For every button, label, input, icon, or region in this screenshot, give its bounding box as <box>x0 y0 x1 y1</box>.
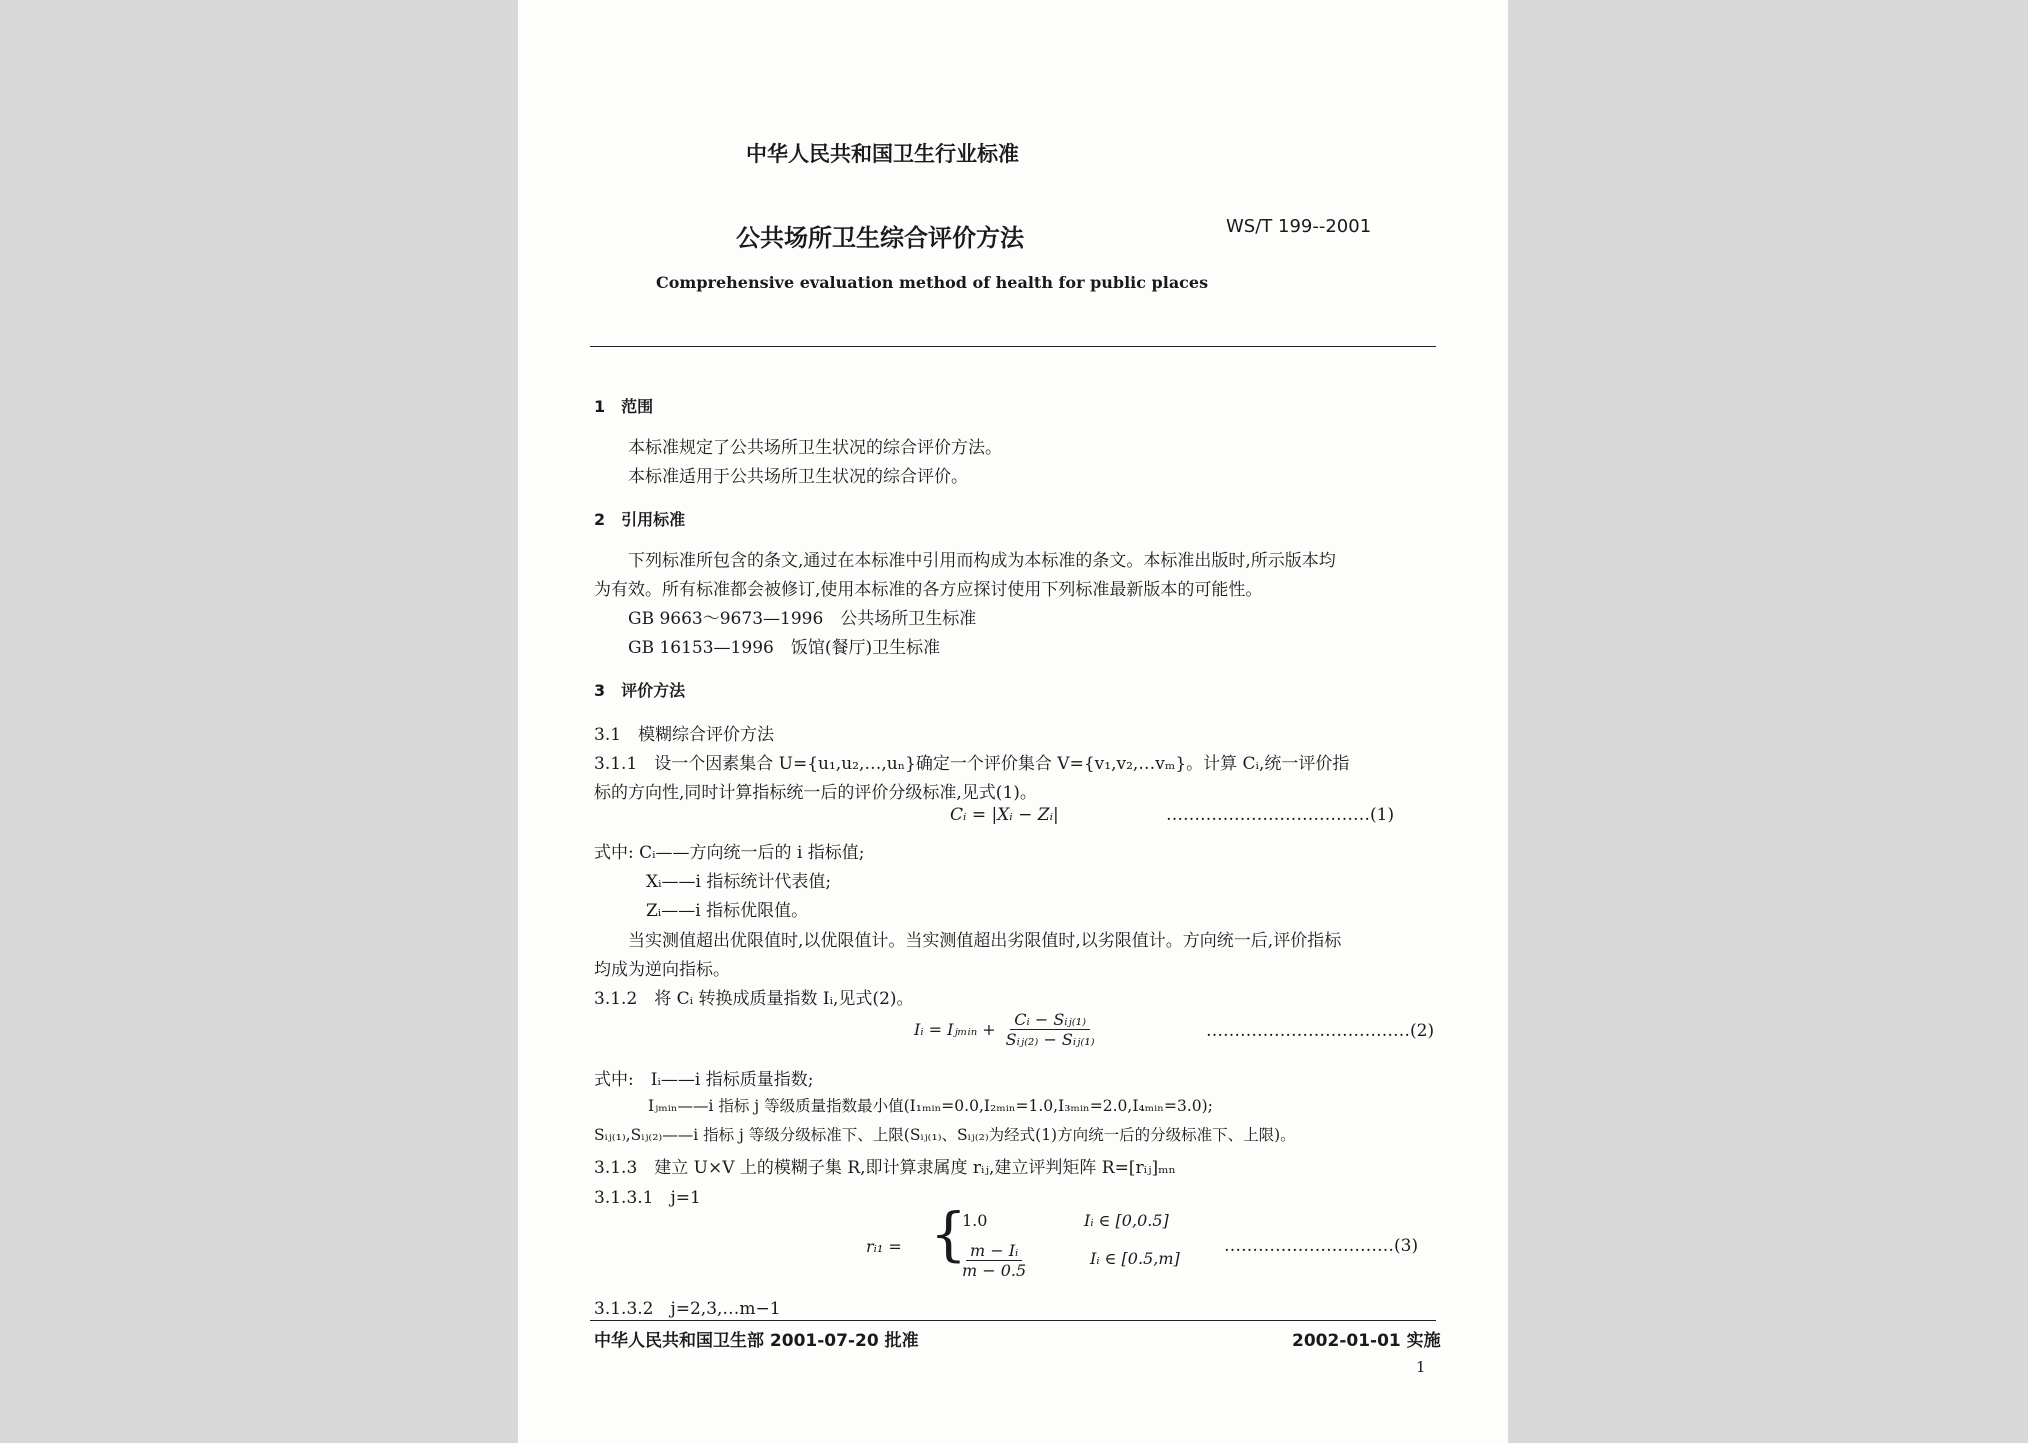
section-1-heading: 1 范围 <box>594 397 654 416</box>
section-1-para-1: 本标准规定了公共场所卫生状况的综合评价方法。 <box>628 438 1002 458</box>
effective-date: 2002-01-01 实施 <box>1292 1331 1441 1351</box>
equation-2 <box>914 1010 1099 1049</box>
section-3-1: 3.1 模糊综合评价方法 <box>594 725 775 745</box>
equation-3-case-1-condition: Iᵢ ∈ [0,0.5] <box>1084 1211 1169 1230</box>
equation-3-case-2 <box>958 1241 1030 1280</box>
definition-x: Xᵢ——i 指标统计代表值; <box>646 872 832 892</box>
equation-3-case-1: 1.0 <box>962 1211 988 1230</box>
equation-2-fraction <box>1002 1010 1099 1049</box>
section-3-heading: 3 评价方法 <box>594 681 686 700</box>
equation-1-number: ………………………………(1) <box>1166 805 1395 825</box>
where-1: 式中: Cᵢ——方向统一后的 i 指标值; <box>594 843 865 863</box>
section-3-1-1-line-2: 标的方向性,同时计算指标统一后的评价分级标准,见式(1)。 <box>594 783 1037 803</box>
section-2-heading: 2 引用标准 <box>594 510 686 529</box>
equation-2-denominator: Sᵢⱼ₍₂₎ − Sᵢⱼ₍₁₎ <box>1005 1030 1095 1049</box>
header-rule <box>590 346 1436 347</box>
equation-3-case-2-denominator: m − 0.5 <box>962 1261 1027 1280</box>
issuing-org: 中华人民共和国卫生行业标准 <box>746 142 1019 166</box>
section-3-1-2: 3.1.2 将 Cᵢ 转换成质量指数 Iᵢ,见式(2)。 <box>594 989 914 1009</box>
footer-rule <box>590 1320 1436 1321</box>
section-3-para-line-2: 均成为逆向指标。 <box>594 960 730 980</box>
equation-3-number: …………………………(3) <box>1224 1236 1419 1256</box>
section-3-1-3-1: 3.1.3.1 j=1 <box>594 1188 701 1208</box>
document-page <box>518 0 1508 1443</box>
section-2-para-line-1: 下列标准所包含的条文,通过在本标准中引用而构成为本标准的条文。本标准出版时,所示版本均 <box>628 551 1336 571</box>
section-1-para-2: 本标准适用于公共场所卫生状况的综合评价。 <box>628 467 968 487</box>
reference-2: GB 16153—1996 饭馆(餐厅)卫生标准 <box>628 638 941 658</box>
standard-code: WS/T 199--2001 <box>1226 216 1372 237</box>
equation-3-lhs: rᵢ₁ = <box>866 1237 902 1256</box>
section-3-para-line-1: 当实测值超出优限值时,以优限值计。当实测值超出劣限值时,以劣限值计。方向统一后,评价指标 <box>628 931 1342 951</box>
section-3-1-3: 3.1.3 建立 U×V 上的模糊子集 R,即计算隶属度 rᵢⱼ,建立评判矩阵 R=[rᵢⱼ]ₘₙ <box>594 1158 1176 1178</box>
english-title: Comprehensive evaluation method of health for public places <box>656 273 1209 292</box>
equation-3-case-2-condition: Iᵢ ∈ [0.5,m] <box>1090 1249 1180 1268</box>
approval-date: 中华人民共和国卫生部 2001-07-20 批准 <box>594 1331 919 1351</box>
equation-3-brace: { <box>930 1200 967 1268</box>
equation-2-number: ………………………………(2) <box>1206 1021 1435 1041</box>
section-2-para-line-2: 为有效。所有标准都会被修订,使用本标准的各方应探讨使用下列标准最新版本的可能性。 <box>594 580 1263 600</box>
definition-s: Sᵢⱼ₍₁₎,Sᵢⱼ₍₂₎——i 指标 j 等级分级标准下、上限(Sᵢⱼ₍₁₎、Sᵢⱼ₍₂₎为经式(1)方向统一后的分级标准下、上限)。 <box>594 1126 1296 1144</box>
page-number: 1 <box>1416 1358 1426 1376</box>
equation-3-case-2-numerator: m − Iᵢ <box>966 1241 1022 1261</box>
reference-1: GB 9663～9673—1996 公共场所卫生标准 <box>628 609 977 629</box>
where-2: 式中: Iᵢ——i 指标质量指数; <box>594 1070 814 1090</box>
definition-ijmin: Iⱼₘᵢₙ——i 指标 j 等级质量指数最小值(I₁ₘᵢₙ=0.0,I₂ₘᵢₙ=1.0,I₃ₘᵢₙ=2.0,I₄ₘᵢₙ=3.0); <box>648 1097 1213 1115</box>
equation-1: Cᵢ = |Xᵢ − Zᵢ| <box>950 805 1059 825</box>
section-3-1-1-line-1: 3.1.1 设一个因素集合 U={u₁,u₂,…,uₙ}确定一个评价集合 V={v₁,v₂,…vₘ}。计算 Cᵢ,统一评价指 <box>594 754 1350 774</box>
equation-2-lhs: Iᵢ = Iⱼₘᵢₙ + <box>914 1020 996 1039</box>
document-title: 公共场所卫生综合评价方法 <box>736 224 1024 252</box>
definition-z: Zᵢ——i 指标优限值。 <box>646 901 809 921</box>
equation-2-numerator: Cᵢ − Sᵢⱼ₍₁₎ <box>1010 1010 1090 1030</box>
section-3-1-3-2: 3.1.3.2 j=2,3,…m−1 <box>594 1299 781 1319</box>
